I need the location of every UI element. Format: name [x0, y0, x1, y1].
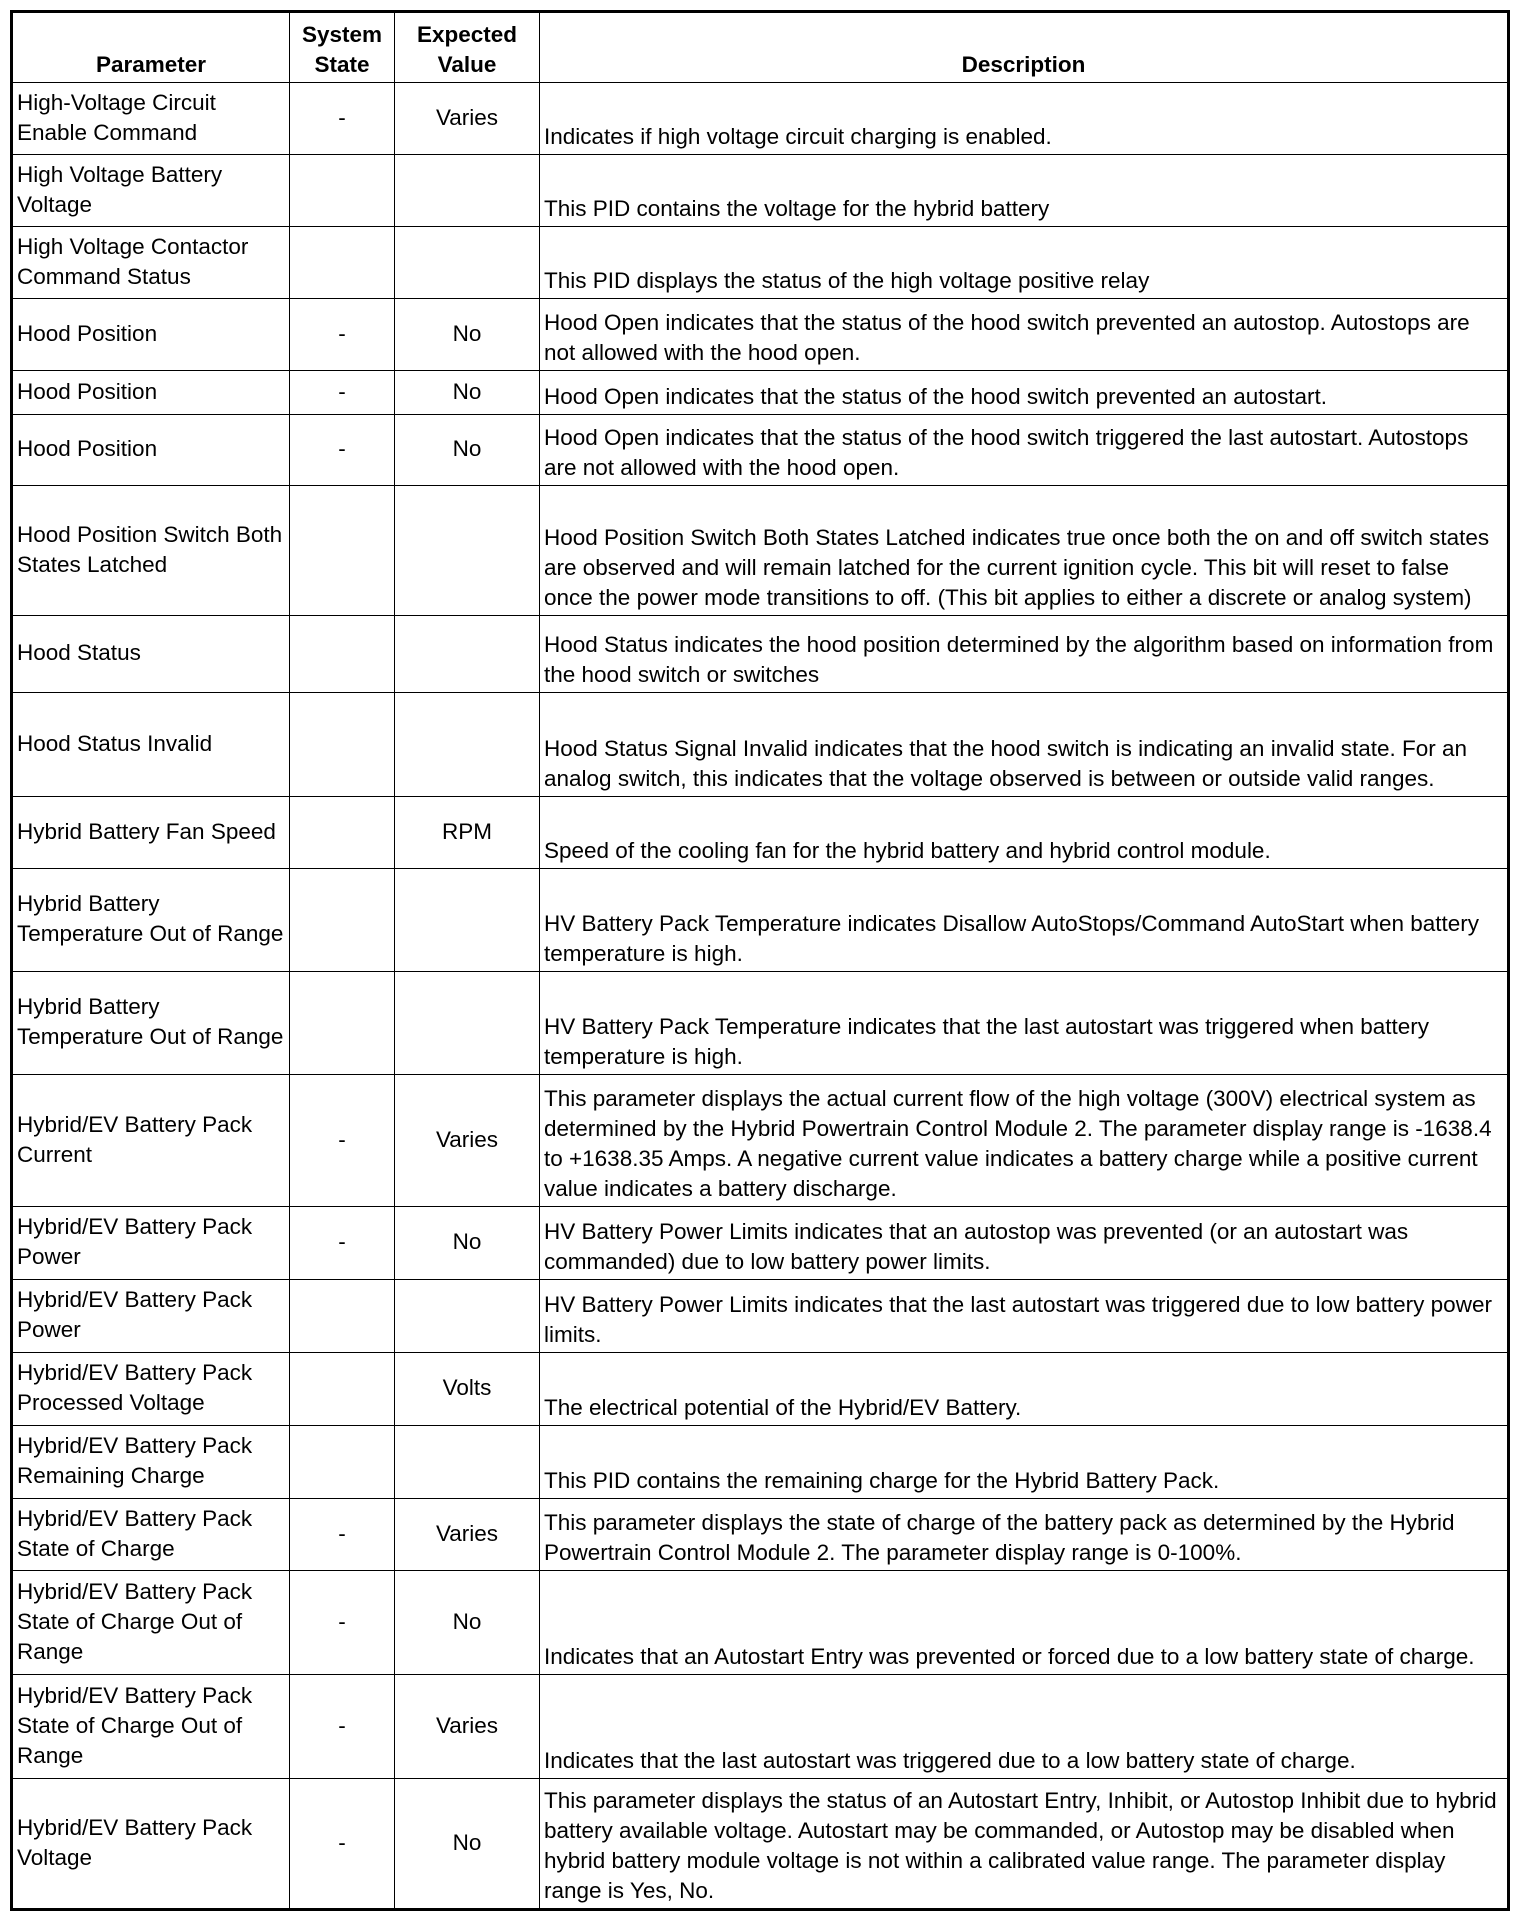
parameter-cell: Hood Position [12, 299, 290, 371]
description-cell: Hood Status indicates the hood position determined by the algorithm based on information from the hood switch or switches [540, 616, 1509, 693]
expected-value-cell [395, 693, 540, 797]
expected-value-cell [395, 227, 540, 299]
parameter-cell: Hood Position [12, 371, 290, 415]
system-state-cell [290, 972, 395, 1075]
system-state-cell: - [290, 415, 395, 486]
description-cell: Indicates that the last autostart was triggered due to a low battery state of charge. [540, 1675, 1509, 1779]
expected-value-cell: Volts [395, 1353, 540, 1426]
header-system-state: System State [290, 12, 395, 83]
expected-value-cell [395, 486, 540, 616]
expected-value-cell [395, 1280, 540, 1353]
table-row [12, 693, 1509, 797]
table-row [12, 972, 1509, 1075]
parameter-cell: High Voltage Contactor Command Status [12, 227, 290, 299]
system-state-cell [290, 1426, 395, 1499]
description-cell: Hood Status Signal Invalid indicates that the hood switch is indicating an invalid state. For an analog switch, this indicates that the voltage observed is between or outside valid ranges. [540, 693, 1509, 797]
table-row [12, 227, 1509, 299]
expected-value-cell: No [395, 1571, 540, 1675]
description-cell: HV Battery Power Limits indicates that the last autostart was triggered due to low battery power limits. [540, 1280, 1509, 1353]
parameter-cell: Hybrid/EV Battery Pack Processed Voltage [12, 1353, 290, 1426]
table-row [12, 797, 1509, 869]
header-description: Description [540, 12, 1509, 83]
expected-value-cell [395, 972, 540, 1075]
expected-value-cell [395, 155, 540, 227]
expected-value-cell: Varies [395, 1075, 540, 1207]
header-row [12, 12, 1509, 83]
table-row [12, 1779, 1509, 1910]
description-cell: This PID contains the remaining charge for the Hybrid Battery Pack. [540, 1426, 1509, 1499]
parameter-cell: Hybrid/EV Battery Pack State of Charge [12, 1499, 290, 1571]
parameter-cell: Hybrid/EV Battery Pack Power [12, 1280, 290, 1353]
system-state-cell [290, 616, 395, 693]
parameter-cell: Hybrid/EV Battery Pack State of Charge Out of Range [12, 1675, 290, 1779]
system-state-cell: - [290, 1207, 395, 1280]
parameter-cell: Hybrid/EV Battery Pack Power [12, 1207, 290, 1280]
table-row [12, 83, 1509, 155]
table-row [12, 371, 1509, 415]
table-row [12, 1207, 1509, 1280]
expected-value-cell: No [395, 1207, 540, 1280]
parameter-cell: High-Voltage Circuit Enable Command [12, 83, 290, 155]
system-state-cell: - [290, 1075, 395, 1207]
system-state-cell: - [290, 371, 395, 415]
expected-value-cell: No [395, 415, 540, 486]
parameter-cell: Hybrid Battery Fan Speed [12, 797, 290, 869]
parameter-table [10, 10, 1510, 1911]
expected-value-cell [395, 616, 540, 693]
system-state-cell: - [290, 83, 395, 155]
table-row [12, 1571, 1509, 1675]
table-row [12, 155, 1509, 227]
expected-value-cell: No [395, 371, 540, 415]
parameter-cell: Hybrid/EV Battery Pack Voltage [12, 1779, 290, 1910]
description-cell: HV Battery Pack Temperature indicates that the last autostart was triggered when battery temperature is high. [540, 972, 1509, 1075]
description-cell: This PID displays the status of the high voltage positive relay [540, 227, 1509, 299]
description-cell: Indicates if high voltage circuit charging is enabled. [540, 83, 1509, 155]
parameter-cell: Hood Position Switch Both States Latched [12, 486, 290, 616]
table-row [12, 1075, 1509, 1207]
parameter-cell: Hood Status [12, 616, 290, 693]
table-row [12, 1426, 1509, 1499]
expected-value-cell [395, 1426, 540, 1499]
description-cell: Hood Position Switch Both States Latched indicates true once both the on and off switch states are observed and will remain latched for the current ignition cycle. This bit will reset to false once the power mode transitions to off. (This bit applies to either a discrete or analog system) [540, 486, 1509, 616]
description-cell: HV Battery Power Limits indicates that an autostop was prevented (or an autostart was commanded) due to low battery power limits. [540, 1207, 1509, 1280]
description-cell: Speed of the cooling fan for the hybrid battery and hybrid control module. [540, 797, 1509, 869]
description-cell: HV Battery Pack Temperature indicates Disallow AutoStops/Command AutoStart when battery temperature is high. [540, 869, 1509, 972]
expected-value-cell: No [395, 1779, 540, 1910]
parameter-cell: Hybrid Battery Temperature Out of Range [12, 869, 290, 972]
system-state-cell [290, 693, 395, 797]
system-state-cell [290, 227, 395, 299]
expected-value-cell: Varies [395, 1499, 540, 1571]
system-state-cell [290, 869, 395, 972]
description-cell: This parameter displays the state of charge of the battery pack as determined by the Hybrid Powertrain Control Module 2. The parameter display range is 0-100%. [540, 1499, 1509, 1571]
system-state-cell: - [290, 1779, 395, 1910]
table-row [12, 869, 1509, 972]
system-state-cell [290, 1353, 395, 1426]
expected-value-cell: No [395, 299, 540, 371]
parameter-cell: Hybrid/EV Battery Pack Remaining Charge [12, 1426, 290, 1499]
system-state-cell [290, 486, 395, 616]
system-state-cell [290, 1280, 395, 1353]
parameter-cell: Hood Position [12, 415, 290, 486]
parameter-cell: Hood Status Invalid [12, 693, 290, 797]
table-row [12, 1353, 1509, 1426]
parameter-cell: Hybrid/EV Battery Pack State of Charge Out of Range [12, 1571, 290, 1675]
expected-value-cell: Varies [395, 83, 540, 155]
table-row [12, 486, 1509, 616]
header-parameter: Parameter [12, 12, 290, 83]
system-state-cell: - [290, 1499, 395, 1571]
system-state-cell [290, 155, 395, 227]
table-row [12, 1499, 1509, 1571]
expected-value-cell: RPM [395, 797, 540, 869]
system-state-cell: - [290, 1675, 395, 1779]
table-row [12, 1675, 1509, 1779]
system-state-cell [290, 797, 395, 869]
description-cell: This parameter displays the status of an Autostart Entry, Inhibit, or Autostop Inhibit due to hybrid battery available voltage. Autostart may be commanded, or Autostop may be disabled when hybrid battery module voltage is not within a calibrated value range. The parameter display range is Yes, No. [540, 1779, 1509, 1910]
system-state-cell: - [290, 1571, 395, 1675]
description-cell: This PID contains the voltage for the hybrid battery [540, 155, 1509, 227]
description-cell: Hood Open indicates that the status of the hood switch prevented an autostart. [540, 371, 1509, 415]
expected-value-cell [395, 869, 540, 972]
parameter-cell: Hybrid/EV Battery Pack Current [12, 1075, 290, 1207]
description-cell: Indicates that an Autostart Entry was prevented or forced due to a low battery state of charge. [540, 1571, 1509, 1675]
table-row [12, 299, 1509, 371]
header-expected-value: Expected Value [395, 12, 540, 83]
description-cell: The electrical potential of the Hybrid/EV Battery. [540, 1353, 1509, 1426]
parameter-cell: High Voltage Battery Voltage [12, 155, 290, 227]
expected-value-cell: Varies [395, 1675, 540, 1779]
parameter-cell: Hybrid Battery Temperature Out of Range [12, 972, 290, 1075]
table-row [12, 1280, 1509, 1353]
description-cell: Hood Open indicates that the status of the hood switch prevented an autostop. Autostops are not allowed with the hood open. [540, 299, 1509, 371]
description-cell: Hood Open indicates that the status of the hood switch triggered the last autostart. Autostops are not allowed with the hood open. [540, 415, 1509, 486]
system-state-cell: - [290, 299, 395, 371]
table-row [12, 616, 1509, 693]
table-row [12, 415, 1509, 486]
description-cell: This parameter displays the actual current flow of the high voltage (300V) electrical system as determined by the Hybrid Powertrain Control Module 2. The parameter display range is -1638.4 to +1638.35 Amps. A negative current value indicates a battery charge while a positive current value indicates a battery discharge. [540, 1075, 1509, 1207]
